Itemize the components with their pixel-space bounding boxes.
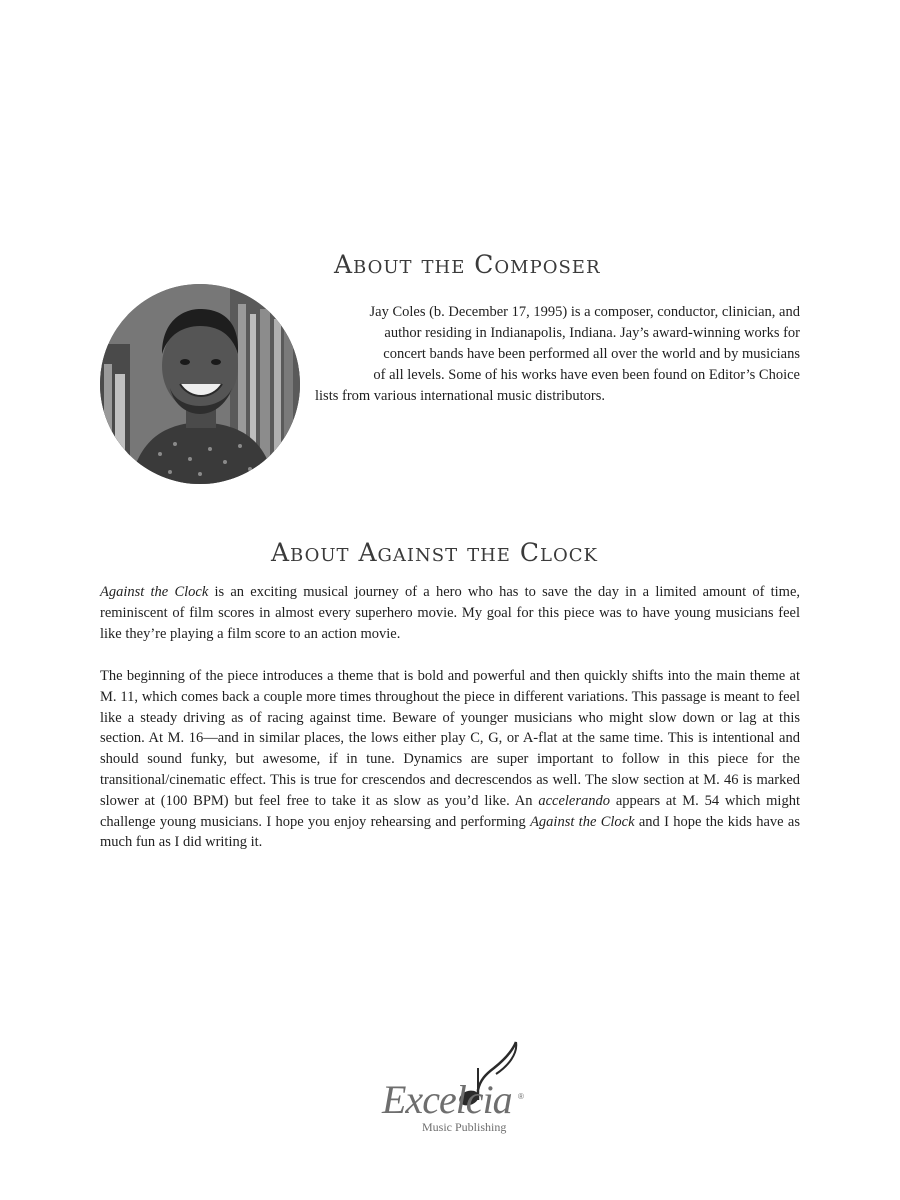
piece-title-italic: Against the Clock [100,584,209,600]
paragraph-text: The beginning of the piece introduces a theme that is bold and powerful and then quickly shifts into the main theme at M. 11, which comes back a couple more times throughout the piece in different variations. This passage is meant to feel like a steady driving as of racing against time. Beware of younger musicians who might slow down or lag at this section. At M. 16—and in similar places, the lows either play C, G, or A-flat at the same time. This is intentional and should sound funky, but awesome, if in tune. Dynamics are super important to follow in this piece for the transitional/cinematic effect. This is true for crescendos and decrescendos as well. The slow section at M. 46 is marked slower at (100 BPM) but feel free to take it as slow as you’d like. An [100,668,800,809]
composer-bio-line: Jay Coles (b. December 17, 1995) is a composer, conductor, clinician, and [369,304,800,320]
composer-heading: About the Composer [334,250,601,279]
paragraph-text: is an exciting musical journey of a hero who has to save the day in a limited amount of time, reminiscent of film scores in almost every superhero movie. My goal for this piece was to have young musicians feel like they’re playing a film score to an action movie. [100,584,801,642]
piece-paragraph-2 [100,666,800,853]
composer-portrait-image [100,284,300,484]
paragraph-text: and I hope the kids have as much fun as I did writing it. [100,813,800,851]
piece-paragraph-1 [100,582,800,644]
composer-bio-line: lists from various international music distributors. [315,388,605,404]
composer-bio-line: of all levels. Some of his works have even been found on Editor’s Choice [373,367,800,383]
logo-name: Excelcia [382,1077,512,1122]
composer-bio-line: concert bands have been performed all over the world and by musicians [383,346,800,362]
composer-photo [100,284,300,484]
composer-bio-line: author residing in Indianapolis, Indiana. Jay’s award-winning works for [384,325,800,341]
accelerando-italic: accelerando [538,792,610,809]
excelcia-logo [376,1040,526,1140]
paragraph-text: appears at M. 54 which might challenge young musicians. I hope you enjoy rehearsing and performing [100,792,800,830]
registered-mark: ® [518,1092,524,1101]
piece-title-italic: Against the Clock [530,813,635,830]
logo-subtitle: Music Publishing [422,1120,507,1134]
piece-heading: About Against the Clock [271,538,598,567]
